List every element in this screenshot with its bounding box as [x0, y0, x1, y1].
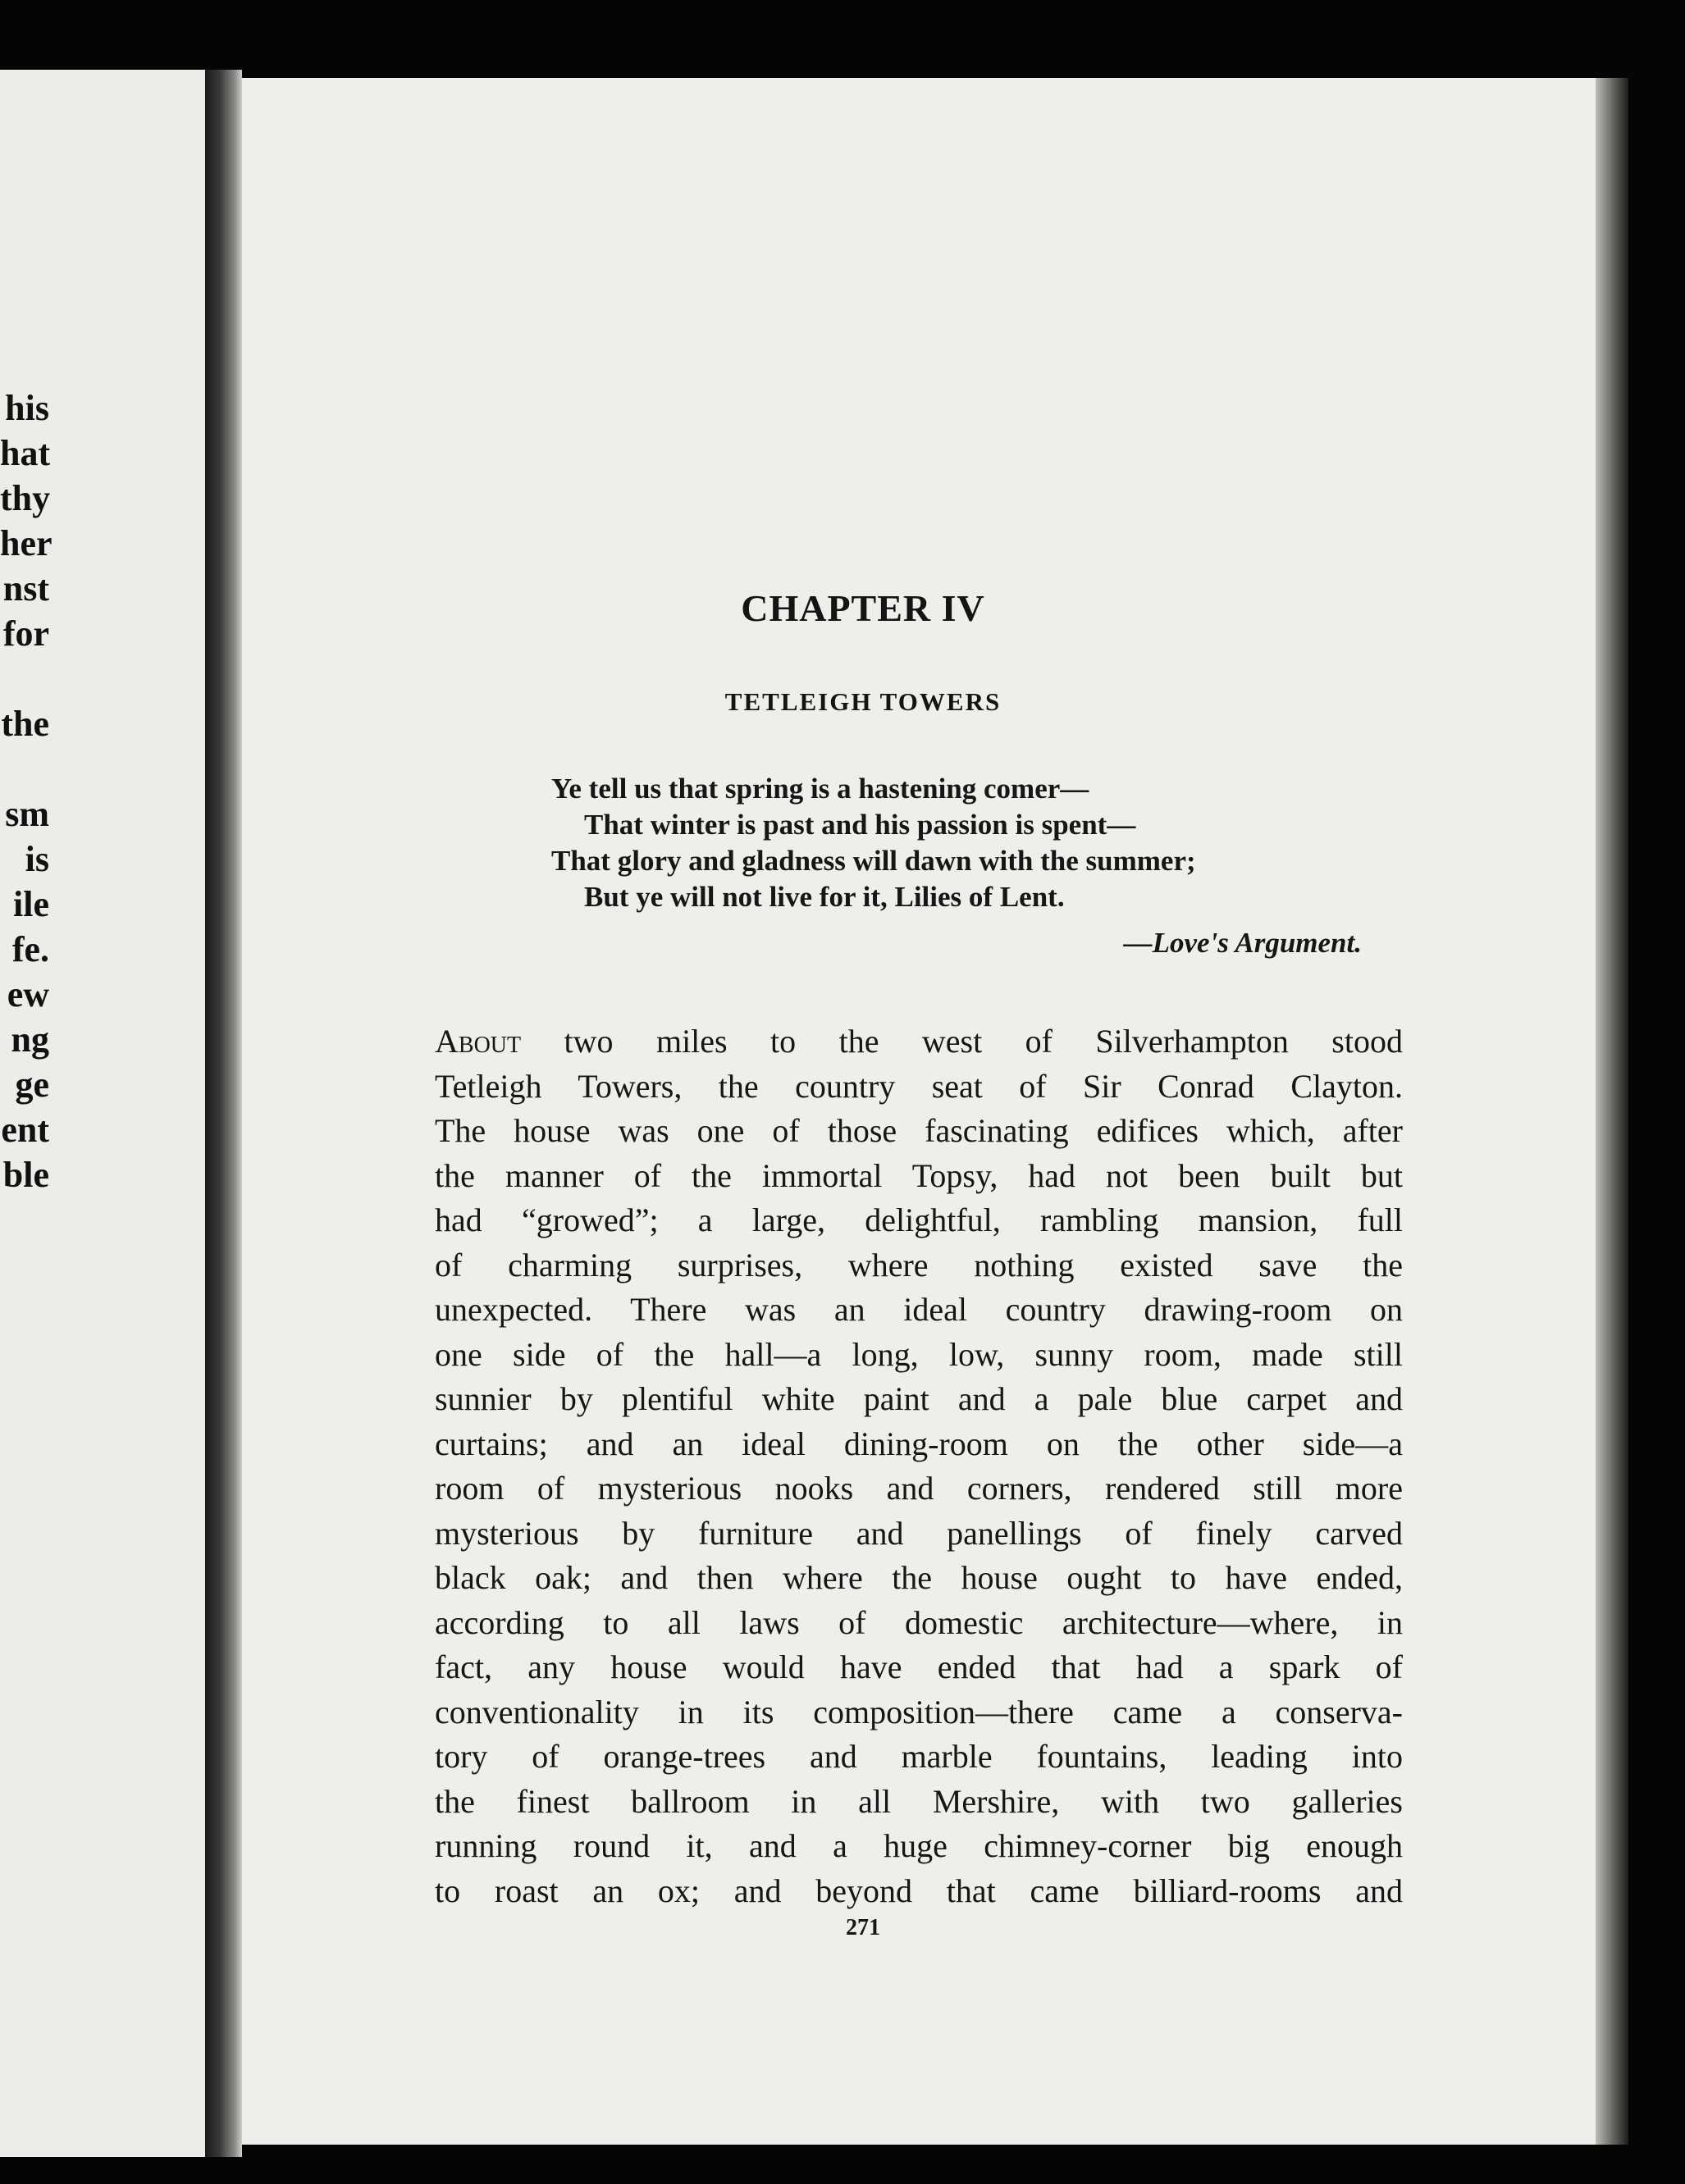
body-line-text: two miles to the west of Silverhampton stood: [521, 1023, 1403, 1060]
book-gutter: [205, 70, 242, 2157]
chapter-title: CHAPTER IV: [741, 587, 985, 629]
first-word: About: [435, 1023, 522, 1060]
body-line: mysterious by furniture and panellings of finely carved: [435, 1514, 1403, 1552]
left-fragment: hat: [0, 433, 51, 473]
epigraph-line: Ye tell us that spring is a hastening comer—: [551, 773, 1089, 805]
left-fragment: his: [5, 388, 49, 428]
left-fragment: nst: [2, 568, 49, 609]
body-line: unexpected. There was an ideal country drawing-room on: [435, 1291, 1403, 1328]
body-line: Tetleigh Towers, the country seat of Sir Conrad Clayton.: [435, 1067, 1403, 1105]
body-line: [435, 1019, 1403, 1065]
left-fragment: sm: [5, 794, 49, 834]
left-fragment: fe.: [11, 929, 49, 969]
page-edge-shadow: [1596, 78, 1628, 2145]
body-line: the manner of the immortal Topsy, had not been built but: [435, 1156, 1403, 1194]
epigraph-line: But ye will not live for it, Lilies of Lent.: [584, 881, 1065, 913]
left-fragment: ent: [1, 1110, 49, 1150]
body-line: black oak; and then where the house ought to have ended,: [435, 1559, 1403, 1596]
epigraph-attribution: —Love's Argument.: [1123, 927, 1362, 959]
body-line: of charming surprises, where nothing existed save the: [435, 1246, 1403, 1283]
left-fragment: ble: [2, 1155, 49, 1195]
body-line: according to all laws of domestic architecture—where, in: [435, 1603, 1403, 1641]
body-line: running round it, and a huge chimney-corner big enough: [435, 1827, 1403, 1864]
body-line: the finest ballroom in all Mershire, with two galleries: [435, 1782, 1403, 1820]
body-line: sunnier by plentiful white paint and a pale blue carpet and: [435, 1380, 1403, 1417]
body-line: fact, any house would have ended that had a spark of: [435, 1648, 1403, 1685]
epigraph-line: That winter is past and his passion is spent—: [584, 809, 1136, 841]
body-text: [435, 1019, 1403, 1913]
left-page-text-fragments: [0, 385, 53, 1197]
body-line: room of mysterious nooks and corners, rendered still more: [435, 1470, 1403, 1507]
epigraph: [551, 771, 1372, 915]
left-fragment: [0, 746, 49, 791]
body-line: conventionality in its composition—there came a conserva-: [435, 1693, 1403, 1730]
left-fragment: is: [25, 839, 49, 879]
body-line: had “growed”; a large, delightful, rambling mansion, full: [435, 1201, 1403, 1238]
body-line: to roast an ox; and beyond that came billiard-rooms and: [435, 1872, 1403, 1909]
left-fragment: her: [0, 523, 53, 563]
left-fragment: the: [1, 704, 49, 744]
left-fragment: ge: [15, 1065, 49, 1105]
left-page: [0, 70, 205, 2157]
left-fragment: ile: [13, 884, 49, 924]
left-fragment: thy: [0, 478, 51, 518]
left-fragment: ew: [7, 974, 49, 1014]
body-line: The house was one of those fascinating edifices which, after: [435, 1112, 1403, 1149]
body-line: curtains; and an ideal dining-room on the other side—a: [435, 1425, 1403, 1462]
body-line: one side of the hall—a long, low, sunny room, made still: [435, 1335, 1403, 1373]
body-line: tory of orange-trees and marble fountains, leading into: [435, 1738, 1403, 1775]
epigraph-line: That glory and gladness will dawn with the summer;: [551, 845, 1196, 877]
chapter-subtitle: TETLEIGH TOWERS: [724, 687, 1002, 716]
left-fragment: ng: [11, 1019, 49, 1060]
left-fragment: for: [2, 613, 49, 654]
page-number: 271: [846, 1915, 880, 1940]
